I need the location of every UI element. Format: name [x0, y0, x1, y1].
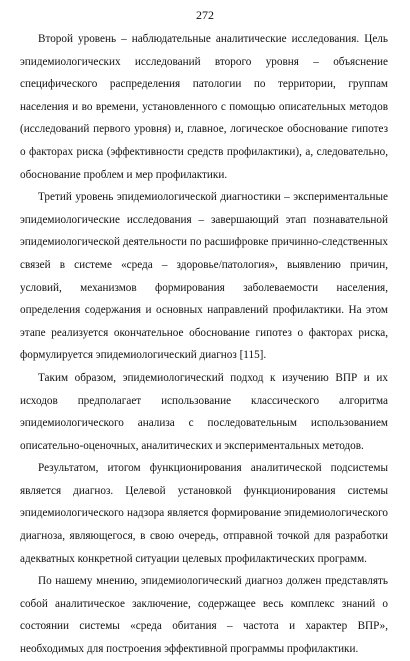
- paragraph-author-opinion: По нашему мнению, эпидемиологический диагноз должен представлять собой аналитическое заключение, содержащее весь комплекс знаний о состоянии системы «среда обитания – частота и характер ВПР», необходимых для построения эффективной программы профилактики.: [20, 575, 388, 656]
- paragraph-approach-summary: Таким образом, эпидемиологический подход к изучению ВПР и их исходов предполагает использование классического алгоритма эпидемиологического анализа с последовательным использованием описательно-оценочных, аналитических и экспериментальных методов.: [20, 371, 388, 452]
- paragraph-diagnosis-result: Результатом, итогом функционирования аналитической подсистемы является диагноз. Целевой установкой функционирования системы эпидемиологического надзора является формирование эпидемиологического диагноза, являющегося, в свою очередь, отправной точкой для разработки адекватных конкретной ситуации целевых профилактических программ.: [20, 462, 388, 565]
- document-body: [20, 28, 388, 661]
- paragraph-third-level: Третий уровень эпидемиологической диагностики – экспериментальные эпидемиологические исследования – завершающий этап познавательной эпидемиологической деятельности по расшифровке причинно-следственных связей в системе «среда – здоровье/патология», выявлению причин, условий, механизмов формирования заболеваемости населения, определения содержания и основных направлений профилактики. На этом этапе реализуется окончательное обоснование гипотез о факторах риска, формулируется эпидемиологический диагноз [115].: [20, 191, 388, 362]
- paragraph-second-level: Второй уровень – наблюдательные аналитические исследования. Цель эпидемиологических исследований второго уровня – объяснение специфического распределения патологии по территории, группам населения и во времени, установленного с помощью описательных методов (исследований первого уровня) и, главное, логическое обоснование гипотез о факторах риска (эффективности средств профилактики), а, следовательно, обоснование проблем и мер профилактики.: [20, 33, 388, 181]
- page-number: 272: [196, 8, 214, 22]
